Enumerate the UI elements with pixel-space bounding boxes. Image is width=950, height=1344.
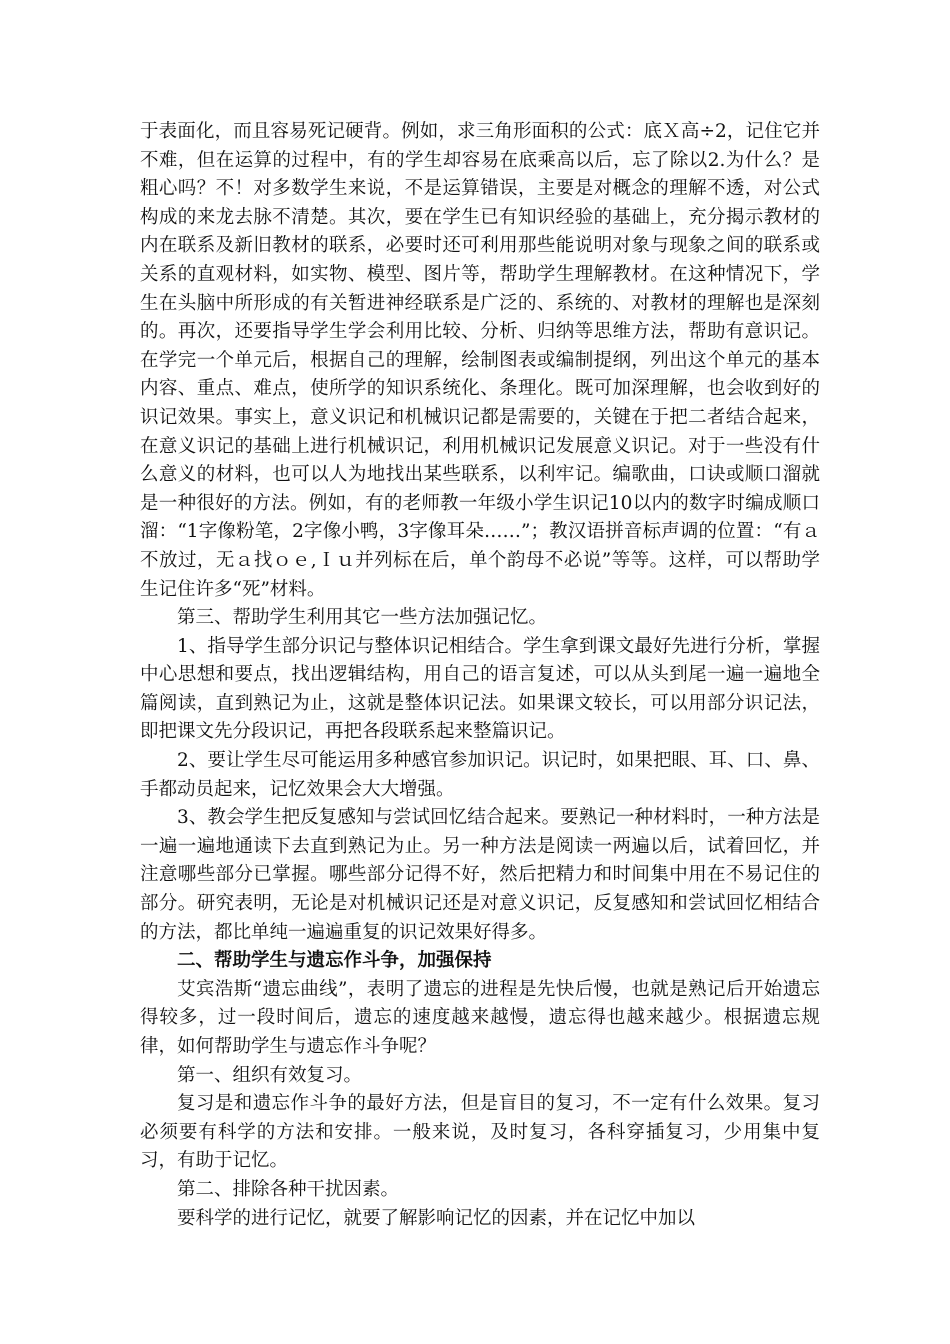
- paragraph-item-2: 2、要让学生尽可能运用多种感官参加识记。识记时，如果把眼、耳、口、鼻、手都动员起来，记忆效果会大大增强。: [140, 750, 820, 800]
- section-heading: 二、帮助学生与遗忘作斗争，加强保持: [177, 950, 492, 972]
- document-page: [140, 118, 820, 1233]
- paragraph-continuation: 于表面化，而且容易死记硬背。例如，求三角形面积的公式：底Ｘ高÷2，记住它并不难，但在运算的过程中，有的学生却容易在底乘高以后，忘了除以2.为什么？是粗心吗？不！对多数学生来说，不是运算错误，主要是对概念的理解不透，对公式构成的来龙去脉不清楚。其次，要在学生已有知识经验的基础上，充分揭示教材的内在联系及新旧教材的联系，必要时还可利用那些能说明对象与现象之间的联系或关系的直观材料，如实物、模型、图片等，帮助学生理解教材。在这种情况下，学生在头脑中所形成的有关暂进神经联系是广泛的、系统的、对教材的理解也是深刻的。再次，还要指导学生学会利用比较、分析、归纳等思维方法，帮助有意识记。在学完一个单元后，根据自己的理解，绘制图表或编制提纲，列出这个单元的基本内容、重点、难点，使所学的知识系统化、条理化。既可加深理解，也会收到好的识记效果。事实上，意义识记和机械识记都是需要的，关键在于把二者结合起来，在意义识记的基础上进行机械识记，利用机械识记发展意义识记。对于一些没有什么意义的材料，也可以人为地找出某些联系，以利牢记。编歌曲，口诀或顺口溜就是一种很好的方法。例如，有的老师教一年级小学生识记10以内的数字时编成顺口溜：“1字像粉笔，2字像小鸭，3字像耳朵……”；教汉语拼音标声调的位置：“有ａ不放过，无ａ找ｏｅ,Ｉｕ并列标在后，单个韵母不必说”等等。这样，可以帮助学生记住许多“死”材料。: [140, 121, 820, 600]
- paragraph-memory-factors: 要科学的进行记忆，就要了解影响记忆的因素，并在记忆中加以: [177, 1207, 696, 1229]
- paragraph-point-two: 第二、排除各种干扰因素。: [177, 1178, 400, 1200]
- paragraph-review: 复习是和遗忘作斗争的最好方法，但是盲目的复习，不一定有什么效果。复习必须要有科学的方法和安排。一般来说，及时复习，各科穿插复习，少用集中复习，有助于记忆。: [140, 1093, 820, 1172]
- paragraph-item-3: 3、教会学生把反复感知与尝试回忆结合起来。要熟记一种材料时，一种方法是一遍一遍地通读下去直到熟记为止。另一种方法是阅读一两遍以后，试着回忆，并注意哪些部分已掌握。哪些部分记得不好，然后把精力和时间集中用在不易记住的部分。研究表明，无论是对机械识记还是对意义识记，反复感知和尝试回忆相结合的方法，都比单纯一遍遍重复的识记效果好得多。: [140, 807, 820, 943]
- paragraph-forgetting-curve: 艾宾浩斯“遗忘曲线”，表明了遗忘的进程是先快后慢，也就是熟记后开始遗忘得较多，过一段时间后，遗忘的速度越来越慢，遗忘得也越来越少。根据遗忘规律，如何帮助学生与遗忘作斗争呢？: [140, 978, 820, 1057]
- paragraph-point-three: 第三、帮助学生利用其它一些方法加强记忆。: [177, 607, 548, 629]
- paragraph-point-one: 第一、组织有效复习。: [177, 1064, 363, 1086]
- paragraph-item-1: 1、指导学生部分识记与整体识记相结合。学生拿到课文最好先进行分析，掌握中心思想和要点，找出逻辑结构，用自己的语言复述，可以从头到尾一遍一遍地全篇阅读，直到熟记为止，这就是整体识记法。如果课文较长，可以用部分识记法，即把课文先分段识记，再把各段联系起来整篇识记。: [140, 635, 820, 743]
